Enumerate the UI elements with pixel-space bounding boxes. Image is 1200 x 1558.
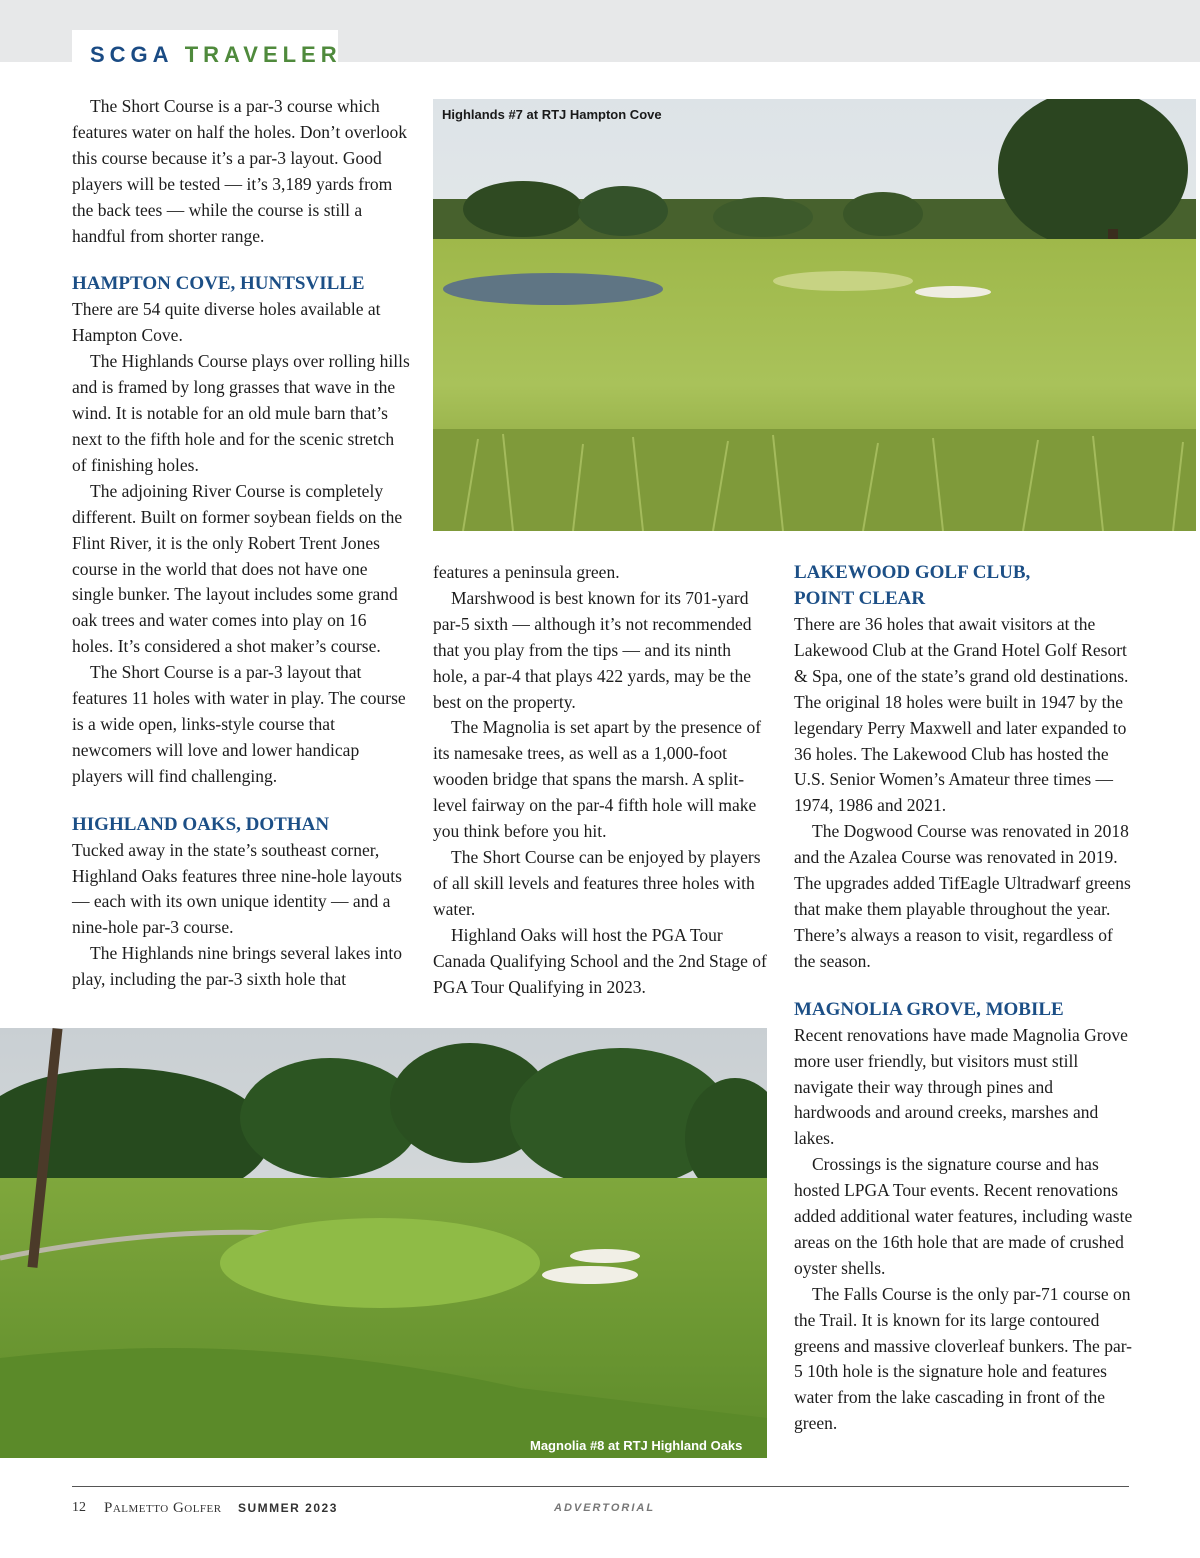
column-middle: [433, 560, 769, 1000]
advertorial-label: ADVERTORIAL: [554, 1502, 656, 1514]
photo-caption-top: Highlands #7 at RTJ Hampton Cove: [442, 107, 662, 122]
issue-date: SUMMER 2023: [238, 1501, 338, 1515]
paragraph: The Magnolia is set apart by the presence of its namesake trees, as well as a 1,000-foot wooden bridge that spans the marsh. A split-level fairway on the par-4 fifth hole will make you think before you hit.: [433, 717, 762, 842]
paragraph: The Falls Course is the only par-71 course on the Trail. It is known for its large contoured greens and massive cloverleaf bunkers. The par-5 10th hole is the signature hole and features water from the lake cascading in front of the green.: [794, 1283, 1133, 1434]
paragraph: The Short Course is a par-3 layout that features 11 holes with water in play. The course is a wide open, links-style course that newcomers will love and lower handicap players will find challenging.: [72, 662, 406, 786]
paragraph: features a peninsula green.: [433, 562, 620, 582]
heading-hampton-cove: HAMPTON COVE, HUNTSVILLE: [72, 273, 365, 295]
paragraph: The adjoining River Course is completely different. Built on former soybean fields on the Flint River, it is the only Robert Trent Jones course in the world that does not have one single bunker. The layout includes some grand oak trees and water comes into play on 16 holes. It’s considered a shot maker’s course.: [72, 480, 403, 657]
publication-name: Palmetto Golfer: [104, 1500, 222, 1516]
footer-rule: [72, 1486, 1129, 1487]
paragraph: Marshwood is best known for its 701-yard par-5 sixth — although it’s not recommended that you play from the tips — and its ninth hole, a par-4 that plays 422 yards, may be the best on the property.: [433, 587, 752, 712]
paragraph: Highland Oaks will host the PGA Tour Canada Qualifying School and the 2nd Stage of PGA Tour Qualifying in 2023.: [433, 924, 767, 997]
heading-highland-oaks: HIGHLAND OAKS, DOTHAN: [72, 813, 330, 835]
photo-magnolia-8: [0, 1028, 767, 1458]
paragraph: Recent renovations have made Magnolia Grove more user friendly, but visitors must still navigate their way through pines and hardwoods and around creeks, marshes and lakes.: [794, 1024, 1128, 1149]
heading-magnolia-grove: MAGNOLIA GROVE, MOBILE: [794, 998, 1064, 1020]
section-title: [90, 42, 342, 68]
column-right: [794, 560, 1134, 1437]
heading-lakewood-line2: POINT CLEAR: [794, 588, 926, 609]
paragraph: The Short Course can be enjoyed by players of all skill levels and features three holes with water.: [433, 846, 761, 919]
brand-traveler: TRAVELER: [184, 42, 342, 67]
photo-caption-bottom: Magnolia #8 at RTJ Highland Oaks: [530, 1438, 743, 1453]
paragraph: The Short Course is a par-3 course which features water on half the holes. Don’t overlook this course because it’s a par-3 layout. Good players will be tested — it’s 3,189 yards from the back tees — while the course is still a handful from shorter range.: [72, 96, 407, 246]
paragraph: The Highlands Course plays over rolling hills and is framed by long grasses that wave in the wind. It is notable for an old mule barn that’s next to the fifth hole and for the scenic stretch of finishing holes.: [72, 351, 410, 475]
paragraph: Crossings is the signature course and has hosted LPGA Tour events. Recent renovations added additional water features, including waste areas on the 16th hole that are made of crushed oyster shells.: [794, 1154, 1133, 1278]
column-left: [72, 94, 410, 993]
paragraph: The Dogwood Course was renovated in 2018 and the Azalea Course was renovated in 2019. The upgrades added TifEagle Ultradwarf greens that make them playable throughout the year. There’s always a reason to visit, regardless of the season.: [794, 821, 1131, 971]
heading-lakewood-line1: LAKEWOOD GOLF CLUB,: [794, 562, 1031, 583]
paragraph: Tucked away in the state’s southeast corner, Highland Oaks features three nine-hole layouts — each with its own unique identity — and a nine-hole par-3 course.: [72, 839, 402, 938]
paragraph: There are 54 quite diverse holes available at Hampton Cove.: [72, 299, 381, 346]
page-number: 12: [72, 1500, 86, 1515]
paragraph: There are 36 holes that await visitors at the Lakewood Club at the Grand Hotel Golf Resort & Spa, one of the state’s grand old destinations. The original 18 holes were built in 1947 by the legendary Perry Maxwell and later expanded to 36 holes. The Lakewood Club has hosted the U.S. Senior Women’s Amateur three times — 1974, 1986 and 2021.: [794, 614, 1129, 816]
brand-scga: SCGA: [90, 42, 174, 67]
paragraph: The Highlands nine brings several lakes into play, including the par-3 sixth hole that: [72, 943, 403, 990]
photo-highlands-7: [433, 99, 1196, 531]
